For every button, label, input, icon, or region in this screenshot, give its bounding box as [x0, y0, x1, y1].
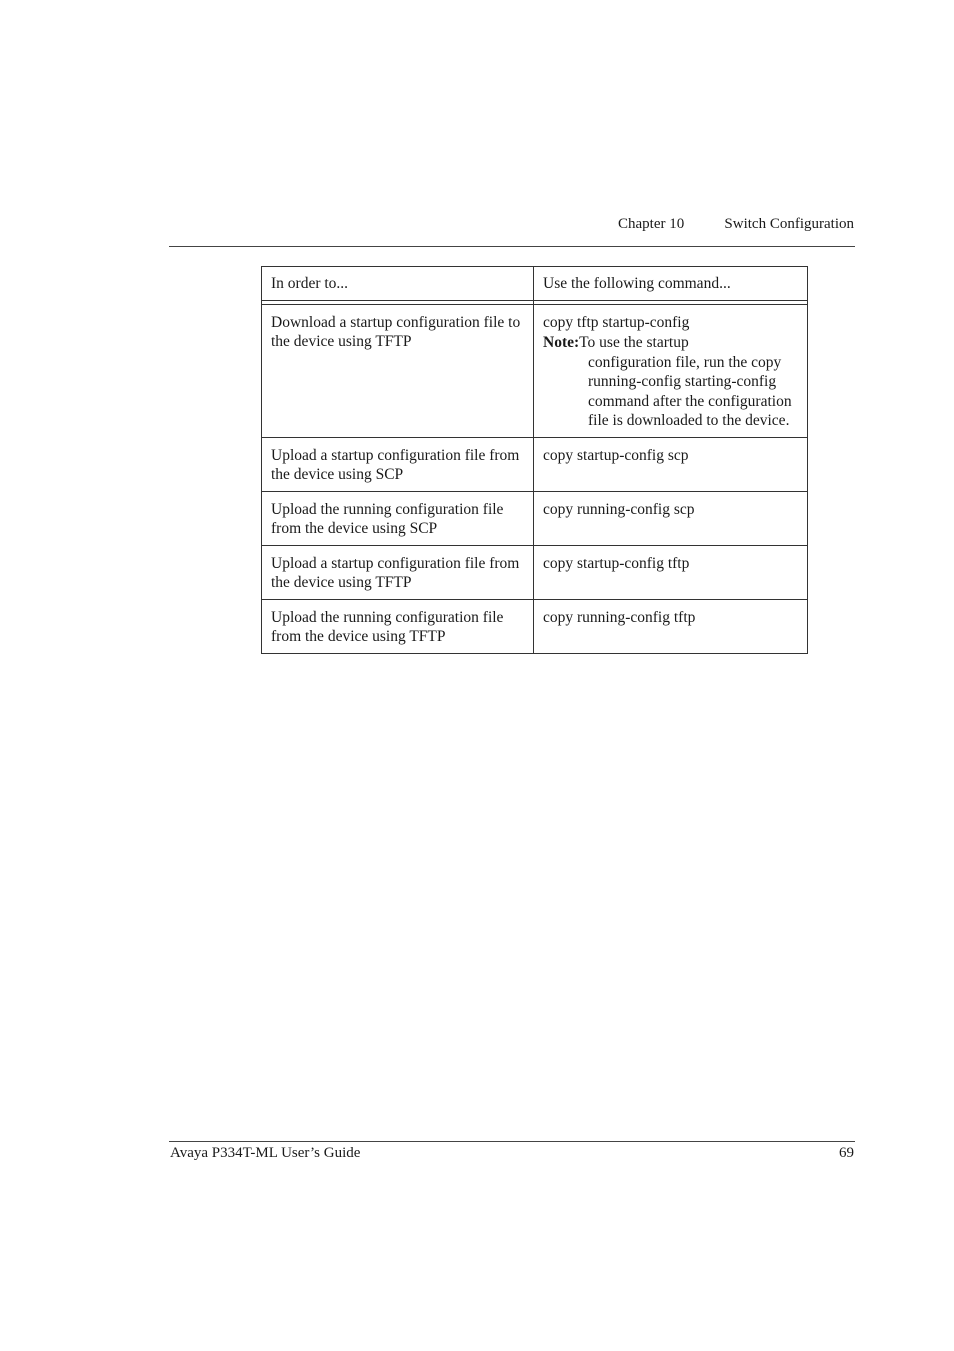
- task-cell: Upload the running configuration file from the device using TFTP: [262, 599, 534, 653]
- table-row: [262, 437, 808, 491]
- note: [543, 333, 799, 353]
- column-header-task: In order to...: [262, 267, 534, 301]
- task-cell: Download a startup configuration file to the device using TFTP: [262, 304, 534, 437]
- header-chapter: Chapter 10: [618, 216, 685, 232]
- task-cell: Upload a startup configuration file from the device using SCP: [262, 437, 534, 491]
- column-header-command: Use the following command...: [534, 267, 808, 301]
- task-cell: Upload the running configuration file from the device using SCP: [262, 491, 534, 545]
- note-text-first: To use the startup: [579, 334, 689, 351]
- table-header-row: [262, 267, 808, 301]
- command-text: copy tftp startup-config: [543, 313, 690, 331]
- command-cell: [534, 304, 808, 437]
- command-cell: copy startup-config tftp: [534, 545, 808, 599]
- header-rule: [169, 246, 855, 247]
- table-row: [262, 304, 808, 437]
- header-section-title: Switch Configuration: [724, 216, 854, 232]
- command-cell: copy running-config scp: [534, 491, 808, 545]
- table-row: [262, 491, 808, 545]
- footer-guide-title: Avaya P334T-ML User’s Guide: [170, 1145, 361, 1161]
- command-cell: copy running-config tftp: [534, 599, 808, 653]
- command-table: [261, 266, 808, 654]
- note-label: Note:: [543, 334, 580, 351]
- table-row: [262, 599, 808, 653]
- table-row: [262, 545, 808, 599]
- footer-rule: [169, 1141, 855, 1142]
- task-cell: Upload a startup configuration file from the device using TFTP: [262, 545, 534, 599]
- note-text-rest: configuration file, run the copy running-config starting-config command after the configuration file is downloaded to the device.: [588, 353, 792, 429]
- command-cell: copy startup-config scp: [534, 437, 808, 491]
- page-number: 69: [839, 1145, 854, 1161]
